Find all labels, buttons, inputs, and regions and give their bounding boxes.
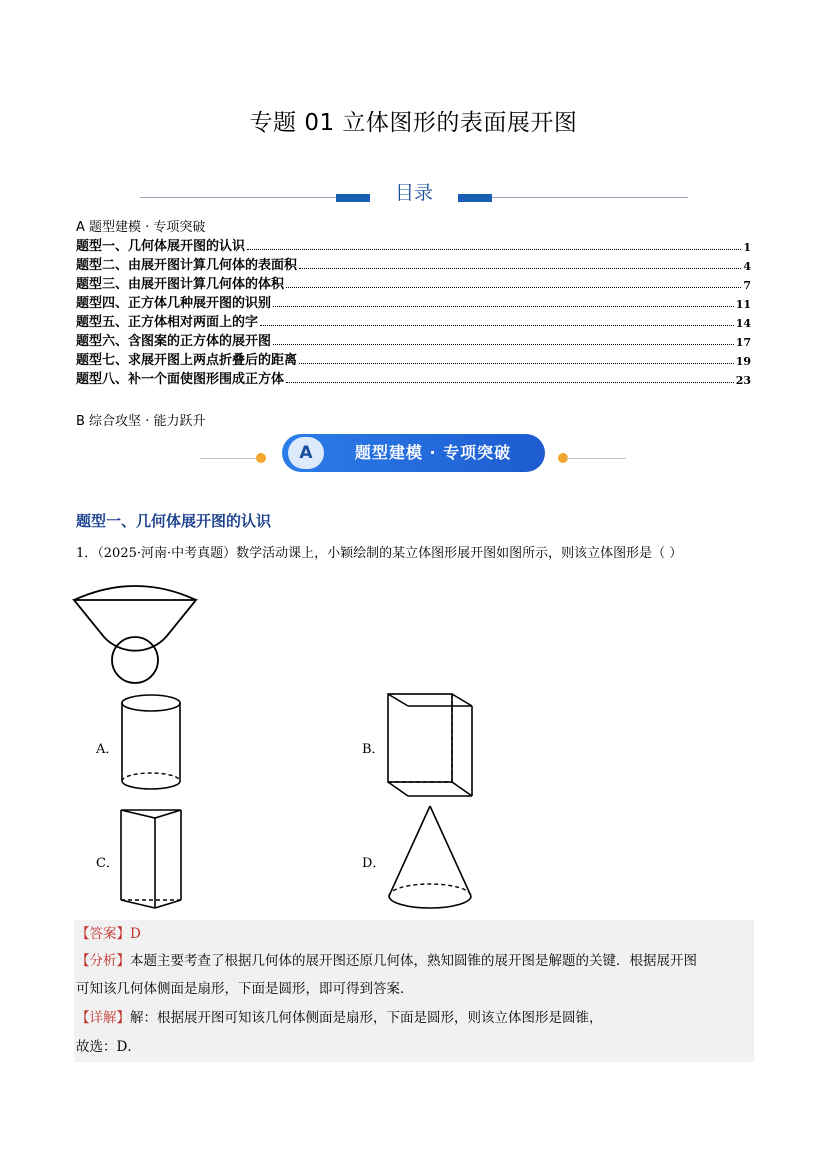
- circle-shape: [112, 637, 158, 683]
- answer-tag: 【答案】: [76, 926, 130, 942]
- cuboid-icon[interactable]: [384, 690, 476, 802]
- cylinder-icon[interactable]: [115, 692, 189, 796]
- toc-item[interactable]: 题型三、由展开图计算几何体的体积 7: [76, 277, 751, 292]
- banner-text: 题型建模 · 专项突破: [354, 443, 512, 462]
- triangular-prism-icon[interactable]: [115, 804, 189, 912]
- banner-left-dot: [256, 453, 266, 463]
- sector-shape: [74, 600, 196, 651]
- net-figure: [70, 582, 202, 686]
- cone-icon[interactable]: [384, 802, 476, 914]
- toc-item[interactable]: 题型二、由展开图计算几何体的表面积 4: [76, 258, 751, 273]
- detail-line-2: 故选：D．: [76, 1039, 141, 1055]
- analysis-line-1: 【分析】本题主要考查了根据几何体的展开图还原几何体，熟知圆锥的展开图是解题的关键．根据展开图: [76, 953, 697, 969]
- toc-label: 目录: [370, 178, 458, 205]
- toc-item[interactable]: 题型四、正方体几种展开图的识别 11: [76, 296, 751, 311]
- option-d-label[interactable]: D．: [362, 856, 386, 871]
- section-heading: 题型一、几何体展开图的认识: [76, 512, 272, 530]
- option-b-label[interactable]: B．: [362, 742, 385, 757]
- toc-item[interactable]: 题型七、求展开图上两点折叠后的距离 19: [76, 353, 751, 368]
- banner-left-line: [200, 458, 260, 459]
- toc-item[interactable]: 题型五、正方体相对两面上的字 14: [76, 315, 751, 330]
- toc-item[interactable]: 题型六、含图案的正方体的展开图 17: [76, 334, 751, 349]
- banner-right-line: [566, 458, 626, 459]
- toc-section-a: A 题型建模 · 专项突破: [76, 220, 206, 235]
- analysis-tag: 【分析】: [76, 953, 130, 969]
- question-text: 1．（2025·河南·中考真题）数学活动课上，小颖绘制的某立体图形展开图如图所示，则该立体图形是（ ）: [76, 546, 683, 561]
- analysis-line-2: 可知该几何体侧面是扇形，下面是圆形，即可得到答案．: [76, 981, 414, 997]
- sector-arc: [74, 586, 196, 600]
- answer-line: [76, 922, 141, 942]
- option-a-label[interactable]: A．: [96, 742, 119, 757]
- detail-line-1: 【详解】解：根据展开图可知该几何体侧面是扇形，下面是圆形，则该立体图形是圆锥，: [76, 1010, 603, 1026]
- option-c-label[interactable]: C．: [96, 856, 119, 871]
- page-title: 专题 01 立体图形的表面展开图: [249, 110, 578, 136]
- toc-item[interactable]: 题型一、几何体展开图的认识 1: [76, 239, 751, 254]
- answer-value: D: [130, 926, 141, 942]
- toc-section-b: B 综合攻坚 · 能力跃升: [76, 414, 206, 429]
- banner-badge: A: [288, 437, 324, 469]
- detail-tag: 【详解】: [76, 1010, 130, 1026]
- toc-item[interactable]: 题型八、补一个面使图形围成正方体 23: [76, 372, 751, 387]
